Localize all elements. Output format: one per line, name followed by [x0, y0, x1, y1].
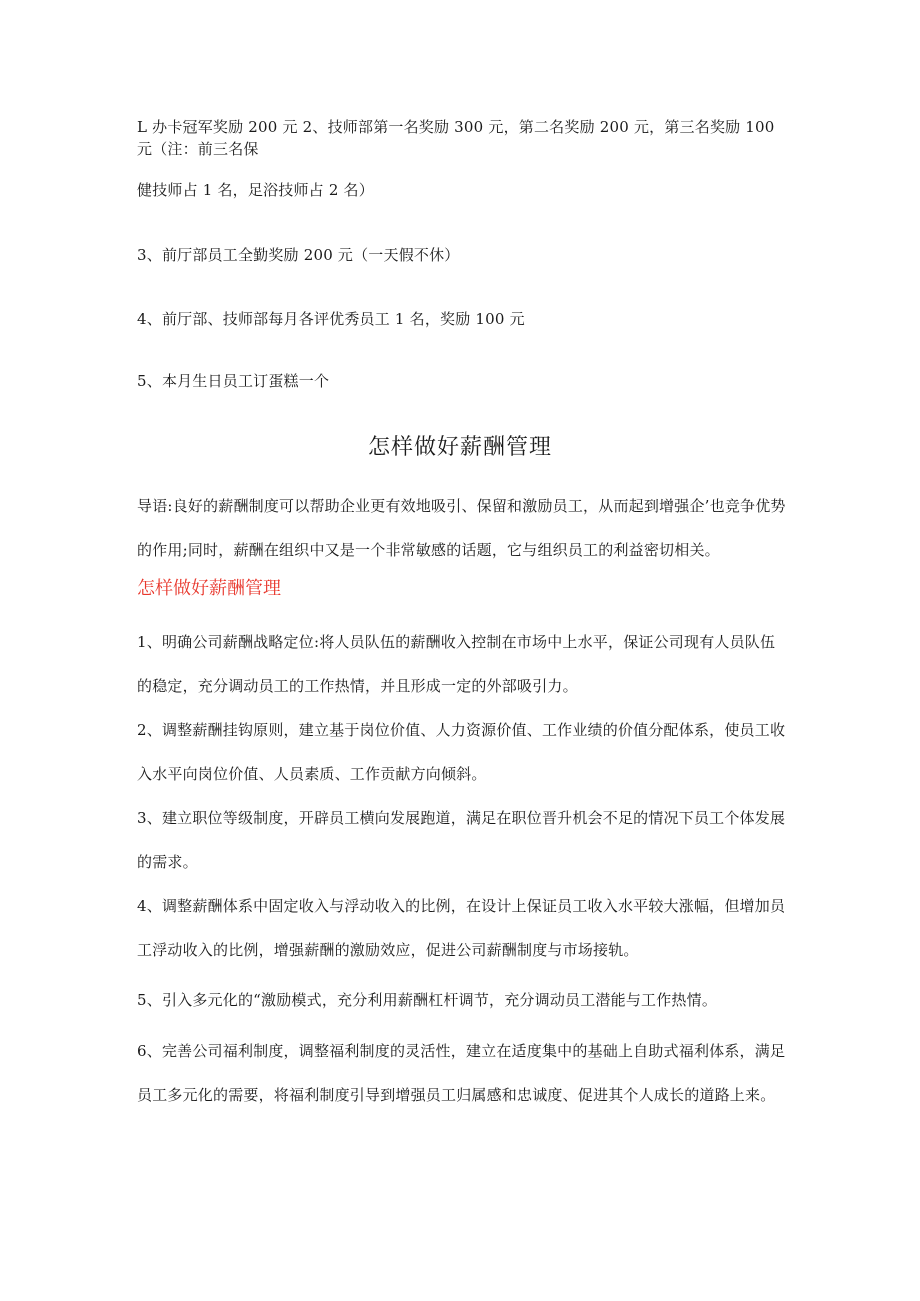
- point-4: 4、调整薪酬体系中固定收入与浮动收入的比例，在设计上保证员工收入水平较大涨幅，但增加员工浮动收入的比例，增强薪酬的激励效应，促进公司薪酬制度与市场接轨。: [137, 897, 786, 959]
- point-3: 3、建立职位等级制度，开辟员工横向发展跑道，满足在职位晋升机会不足的情况下员工个体发展的需求。: [137, 809, 786, 871]
- article-title: 怎样做好薪酬管理: [367, 435, 552, 460]
- reward-item-5: 5、本月生日员工订蛋糕一个: [137, 372, 330, 390]
- reward-item-4: 4、前厅部、技师部每月各评优秀员工 1 名，奖励 100 元: [137, 310, 525, 328]
- point-2: 2、调整薪酬挂钩原则，建立基于岗位价值、人力资源价值、工作业绩的价值分配体系，使员工收入水平向岗位价值、人员素质、工作贡献方向倾斜。: [137, 721, 786, 783]
- reward-item-1-2: L 办卡冠军奖励 200 元 2、技师部第一名奖励 300 元，第二名奖励 200 元，第三名奖励 100 元（注：前三名保: [137, 118, 775, 158]
- point-1: 1、明确公司薪酬战略定位:将人员队伍的薪酬收入控制在市场中上水平，保证公司现有人员队伍的稳定，充分调动员工的工作热情，并且形成一定的外部吸引力。: [137, 633, 776, 695]
- point-5: 5、引入多元化的“激励模式，充分利用薪酬杠杆调节，充分调动员工潜能与工作热情。: [137, 991, 718, 1009]
- reward-item-2-continued: 健技师占 1 名，足浴技师占 2 名）: [137, 181, 374, 199]
- reward-item-3: 3、前厅部员工全勤奖励 200 元（一天假不休）: [137, 246, 460, 264]
- article-subheading: 怎样做好薪酬管理: [137, 578, 281, 599]
- article-intro: 导语:良好的薪酬制度可以帮助企业更有效地吸引、保留和激励员工，从而起到增强企’也竞争优势的作用;同时，薪酬在组织中又是一个非常敏感的话题，它与组织员工的利益密切相关。: [137, 497, 786, 559]
- point-6: 6、完善公司福利制度，调整福利制度的灵活性，建立在适度集中的基础上自助式福利体系，满足员工多元化的需要，将福利制度引导到增强员工归属感和忠诚度、促进其个人成长的道路上来。: [137, 1042, 786, 1104]
